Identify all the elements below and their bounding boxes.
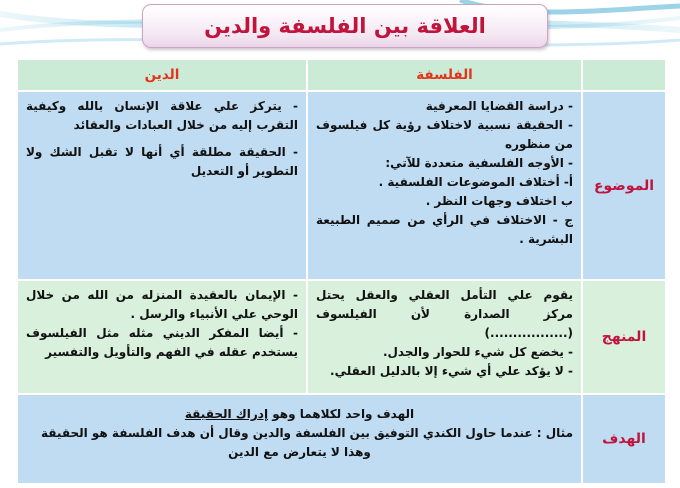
method-philosophy-cell [307,280,582,394]
subject-philosophy-line: ب اختلاف وجهات النظر . [425,194,573,208]
subject-philosophy-line: - الأوجه الفلسفية متعددة للآتي: [385,156,573,170]
method-religion-line: - أيضا المفكر الديني مثله مثل الفيلسوف يستخدم عقله في الفهم والتأويل والتفسير [26,326,298,359]
method-philosophy-line: - لا يؤكد علي أي شيء إلا بالدليل العقلي. [330,364,573,378]
method-religion-cell [17,280,307,394]
goal-line-1-underlined: إدراك الحقيقة [184,407,269,421]
subject-philosophy-line: - الحقيقة نسبية لاختلاف رؤية كل فيلسوف من منظوره [316,118,573,151]
header-corner [582,59,666,91]
goal-cell [17,394,582,484]
row-label-goal: الهدف [582,394,666,484]
goal-line-2: مثال : عندما حاول الكندي التوفيق بين الفلسفة والدين وقال أن هدف الفلسفة هو الحقيقة [41,426,573,440]
method-religion-line: - الإيمان بالعقيدة المنزله من الله من خلال الوحي علي الأنبياء والرسل . [26,288,298,321]
row-label-subject: الموضوع [582,91,666,280]
method-philosophy-line: يقوم علي التأمل العقلي والعقل يحتل مركز الصدارة لأن الفيلسوف (.................) [316,288,573,340]
subject-philosophy-line: - دراسة القضايا المعرفية [425,99,573,113]
header-religion: الدين [17,59,307,91]
subject-philosophy-line: أ- أختلاف الموضوعات الفلسفية . [378,175,573,189]
row-label-method: المنهج [582,280,666,394]
method-philosophy-line: - يخضع كل شيء للحوار والجدل. [382,345,573,359]
page-title: العلاقة بين الفلسفة والدين [142,4,548,48]
comparison-table [16,58,667,485]
header-philosophy: الفلسفة [307,59,582,91]
subject-philosophy-cell [307,91,582,280]
goal-line-1 [26,405,573,424]
goal-line-3: وهذا لا يتعارض مع الدين [228,445,371,459]
subject-religion-line: - الحقيقة مطلقة أي أنها لا تقبل الشك ولا التطوير أو التعديل [26,145,298,178]
subject-religion-cell [17,91,307,280]
subject-religion-line: - يتركز علي علاقة الإنسان بالله وكيفية التقرب إليه من خلال العبادات والعقائد [26,99,298,132]
subject-philosophy-line: ج - الاختلاف في الرأي من صميم الطبيعة البشرية . [316,213,573,246]
goal-line-1-prefix: الهدف واحد لكلاهما وهو [268,407,415,421]
